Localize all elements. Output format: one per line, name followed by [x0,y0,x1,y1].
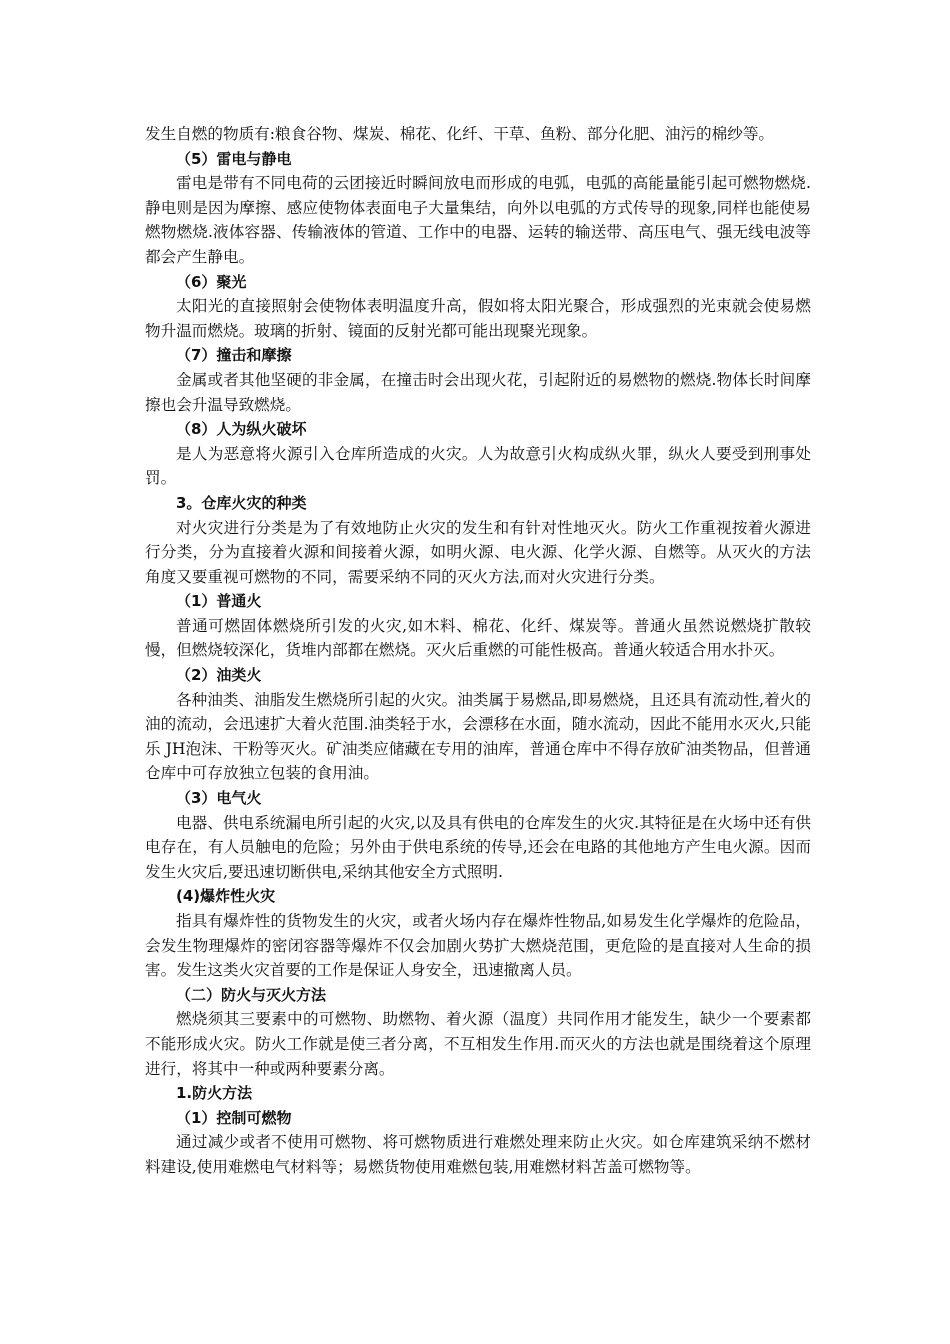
paragraph-control-combustibles: 通过减少或者不使用可燃物、将可燃物质进行难燃处理来防止火灾。如仓库建筑采纳不燃材料建设,使用难燃电气材料等；易燃货物使用难燃包装,用难燃材料苫盖可燃物等。 [145,1133,811,1176]
heading-oil-fire: （2）油类火 [176,666,262,685]
paragraph-fire-classification: 对火灾进行分类是为了有效地防止火灾的发生和有针对性地灭火。防火工作重视按着火源进行分类，分为直接着火源和间接着火源，如明火源、电火源、化学火源、自燃等。从灭火的方法角度又要重视可燃物的不同，需要采纳不同的灭火方法,而对火灾进行分类。 [145,518,811,586]
paragraph-impact-friction: 金属或者其他坚硬的非金属，在撞击时会出现火花，引起附近的易燃物的燃烧.物体长时间摩擦也会升温导致燃烧。 [145,370,811,414]
heading-fire-prevention-methods: 1.防火方法 [176,1084,253,1103]
document-page [145,122,811,1180]
paragraph-oil-fire: 各种油类、油脂发生燃烧所引起的火灾。油类属于易燃品,即易燃烧，且还具有流动性,着火的油的流动，会迅速扩大着火范围.油类轻于水，会漂移在水面，随水流动，因此不能用水灭火,只能乐 JH泡沫、干粉等灭火。矿油类应储藏在专用的油库，普通仓库中不得存放矿油类物品，但普通仓库中可存放独立包装的食用油。 [145,690,811,783]
paragraph-spontaneous-combustion-materials: 发生自燃的物质有:粮食谷物、煤炭、棉花、化纤、干草、鱼粉、部分化肥、油污的棉纱等。 [145,125,775,143]
heading-fire-prevention-and-extinguishing: （二）防火与灭火方法 [176,985,327,1004]
heading-warehouse-fire-types: 3。仓库火灾的种类 [176,493,307,512]
paragraph-ordinary-fire: 普通可燃固体燃烧所引发的火灾,如木料、棉花、化纤、煤炭等。普通火虽然说燃烧扩散较慢，但燃烧较深化，货堆内部都在燃烧。灭火后重燃的可能性极高。普通火较适合用水扑灭。 [145,616,811,660]
heading-electrical-fire: （3）电气火 [176,789,262,808]
paragraph-explosive-fire: 指具有爆炸性的货物发生的火灾，或者火场内存在爆炸性物品,如易发生化学爆炸的危险品，会发生物理爆炸的密闭容器等爆炸不仅会加剧火势扩大燃烧范围，更危险的是直接对人生命的损害。发生这类火灾首要的工作是保证人身安全，迅速撤离人员。 [145,912,811,980]
heading-ordinary-fire: （1）普通火 [176,592,262,611]
paragraph-lightning-static: 雷电是带有不同电荷的云团接近时瞬间放电而形成的电弧，电弧的高能量能引起可燃物燃烧.静电则是因为摩擦、感应使物体表面电子大量集结，向外以电弧的方式传导的现象,同样也能使易燃物燃烧.液体容器、传输液体的管道、工作中的电器、运转的输送带、高压电气、强无线电波等都会产生静电。 [145,174,811,266]
heading-explosive-fire: (4)爆炸性火灾 [176,887,276,906]
paragraph-focused-light: 太阳光的直接照射会使物体表明温度升高，假如将太阳光聚合，形成强烈的光束就会使易燃物升温而燃烧。玻璃的折射、镜面的反射光都可能出现聚光现象。 [145,297,811,340]
heading-control-combustibles: （1）控制可燃物 [176,1108,292,1127]
paragraph-arson: 是人为恶意将火源引入仓库所造成的火灾。人为故意引火构成纵火罪，纵火人要受到刑事处罚。 [145,444,811,488]
heading-arson: （8）人为纵火破坏 [176,420,307,439]
heading-focused-light: （6）聚光 [176,272,247,291]
paragraph-electrical-fire: 电器、供电系统漏电所引起的火灾,以及具有供电的仓库发生的火灾.其特征是在火场中还有供电存在，有人员触电的危险；另外由于供电系统的传导,还会在电路的其他地方产生电火源。因而发生火灾后,要迅速切断供电,采纳其他安全方式照明. [145,813,811,881]
paragraph-combustion-three-elements: 燃烧须其三要素中的可燃物、助燃物、着火源（温度）共同作用才能发生，缺少一个要素都不能形成火灾。防火工作就是使三者分离，不互相发生作用.而灭火的方法也就是围绕着这个原理进行，将其中一种或两种要素分离。 [145,1010,811,1078]
heading-lightning-static: （5）雷电与静电 [176,149,292,168]
heading-impact-friction: （7）撞击和摩擦 [176,346,292,365]
